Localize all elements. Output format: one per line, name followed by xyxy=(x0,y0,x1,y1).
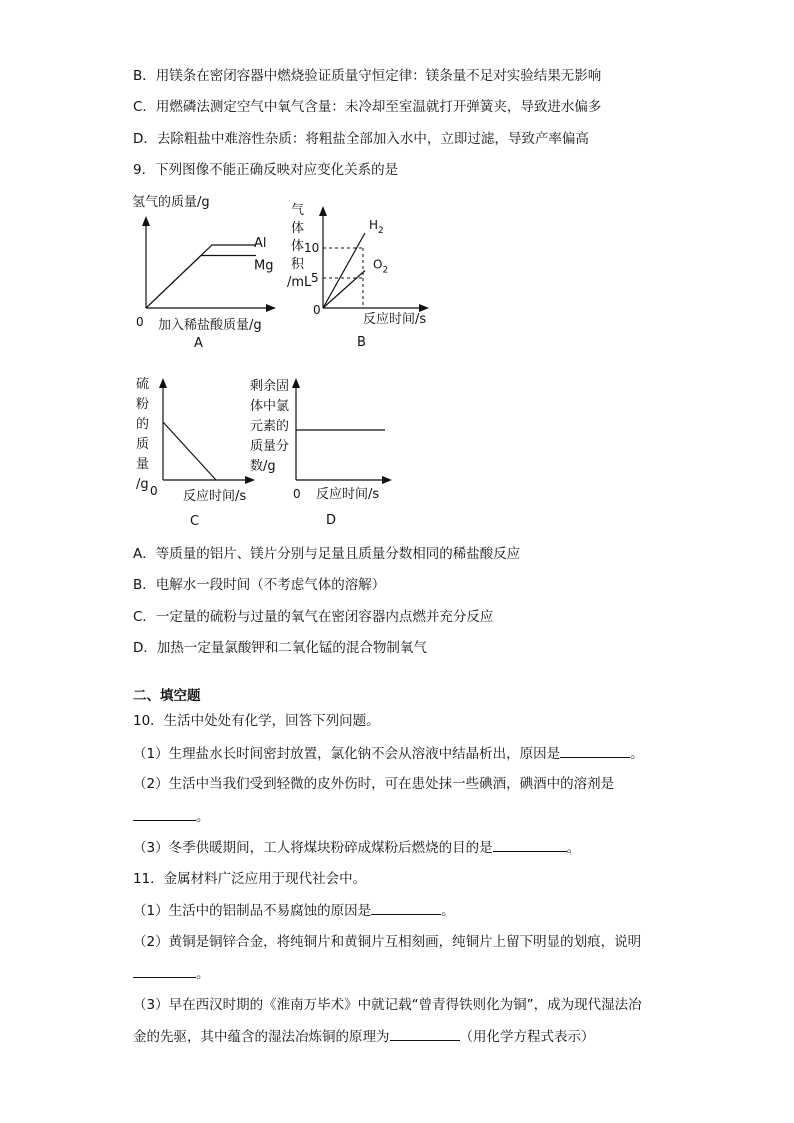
chart-d-origin: 0 xyxy=(293,487,301,501)
chart-a-origin: 0 xyxy=(136,315,144,329)
series-label-O2: $O_2$ xyxy=(373,257,389,276)
chart-b-origin: 0 xyxy=(313,303,321,317)
period: 。 xyxy=(196,809,210,825)
chart-c-caption: C xyxy=(190,514,200,529)
series-label-Mg: Mg xyxy=(254,258,274,274)
ylabel-line: /g xyxy=(136,477,149,492)
ylabel-line: /mL xyxy=(287,275,312,290)
chart-c-marks xyxy=(163,422,216,480)
q10-part3-blank[interactable] xyxy=(493,837,567,852)
chart-a-y-arrow xyxy=(142,216,150,226)
period: 。 xyxy=(566,840,581,856)
chart-b xyxy=(283,196,443,354)
q9-option-c: C．一定量的硫粉与过量的氧气在密闭容器内点燃并充分反应 xyxy=(133,609,494,625)
chart-b-marks xyxy=(304,218,388,308)
chart-a-x-arrow xyxy=(266,304,276,312)
ylabel-line: 剩余固 xyxy=(250,379,290,394)
q11-part3-suffix: （用化学方程式表示） xyxy=(459,1029,595,1045)
q8-option-b: B．用镁条在密闭容器中燃烧验证质量守恒定律：镁条量不足对实验结果无影响 xyxy=(133,68,602,84)
q10-part1-blank[interactable] xyxy=(560,743,630,758)
period: 。 xyxy=(630,746,644,762)
q11-part3-line2 xyxy=(133,1026,595,1047)
section-title: 二、填空题 xyxy=(133,688,201,704)
q11-part2-text: （2）黄铜是铜锌合金，将纯铜片和黄铜片互相刻画，纯铜片上留下明显的划痕，说明 xyxy=(133,934,642,950)
q9-stem: 9．下列图像不能正确反映对应变化关系的是 xyxy=(133,162,399,178)
chart-b-xlabel: 反应时间/s xyxy=(363,312,427,327)
q10-part2-blank[interactable] xyxy=(133,806,196,821)
series-label-H2: $H_2$ xyxy=(369,218,384,236)
ylabel-line: 的 xyxy=(136,417,150,432)
q11-part3-text: 金的先驱，其中蕴含的湿法冶炼铜的原理为 xyxy=(133,1029,390,1045)
q11-part1-text: （1）生活中的铝制品不易腐蚀的原因是 xyxy=(133,903,372,919)
q11-stem: 11．金属材料广泛应用于现代社会中。 xyxy=(133,871,367,887)
q10-part3-text: （3）冬季供暖期间，工人将煤块粉碎成煤粉后燃烧的目的是 xyxy=(133,840,493,856)
ylabel-line: 元素的 xyxy=(250,419,290,434)
chart-a-xlabel: 加入稀盐酸质量/g xyxy=(158,318,262,333)
chart-c-ylabel xyxy=(136,377,149,492)
q10-part1 xyxy=(133,743,644,764)
ylabel-line: 量 xyxy=(136,457,150,472)
q11-part3-line1: （3）早在西汉时期的《淮南万毕术》中就记载“曾青得铁则化为铜”，成为现代湿法冶 xyxy=(133,997,642,1013)
ylabel-line: 硫 xyxy=(136,377,150,392)
chart-d xyxy=(250,370,400,530)
ylabel-line: 体 xyxy=(291,221,305,236)
q11-part2-blank[interactable] xyxy=(133,963,196,978)
q9-option-a: A．等质量的铝片、镁片分别与足量且质量分数相同的稀盐酸反应 xyxy=(133,546,521,562)
period: 。 xyxy=(196,966,210,982)
ylabel-line: 质量分 xyxy=(250,439,290,454)
q10-part3 xyxy=(133,837,580,858)
series-line-O2 xyxy=(323,271,365,309)
ylabel-line: 数/g xyxy=(250,459,276,474)
ylabel-line: 气 xyxy=(291,203,305,218)
ylabel-line: 积 xyxy=(291,257,305,272)
series-label-Al: Al xyxy=(254,236,267,251)
chart-b-y-arrow xyxy=(319,206,327,216)
ylabel-line: 体中氯 xyxy=(250,399,290,414)
q11-part3-blank[interactable] xyxy=(390,1026,460,1041)
chart-c-xlabel: 反应时间/s xyxy=(183,489,247,504)
q8-option-c: C．用燃磷法测定空气中氧气含量：未冷却至室温就打开弹簧夹，导致进水偏多 xyxy=(133,99,602,115)
y-tick-label: 5 xyxy=(311,271,319,285)
chart-d-caption: D xyxy=(326,513,337,528)
ylabel-line: 体 xyxy=(291,239,305,254)
q10-part2-text: （2）生活中当我们受到轻微的皮外伤时，可在患处抹一些碘酒，碘酒中的溶剂是 xyxy=(133,776,615,792)
chart-a-marks xyxy=(146,236,273,308)
series-line-sulfur xyxy=(163,422,216,480)
y-tick-label: 10 xyxy=(304,241,320,255)
q9-option-d: D．加热一定量氯酸钾和二氧化锰的混合物制氧气 xyxy=(133,640,427,656)
chart-d-ylabel xyxy=(250,379,289,474)
q9-option-b: B．电解水一段时间（不考虑气体的溶解） xyxy=(133,577,386,593)
chart-a-caption: A xyxy=(194,336,203,351)
q11-part1-blank[interactable] xyxy=(371,900,441,915)
q10-stem: 10．生活中处处有化学，回答下列问题。 xyxy=(133,713,380,729)
chart-d-x-arrow xyxy=(382,476,392,484)
q10-part1-text: （1）生理盐水长时间密封放置，氯化钠不会从溶液中结晶析出，原因是 xyxy=(133,746,561,762)
series-line-H2 xyxy=(323,233,365,308)
series-line-Al xyxy=(146,245,256,308)
q10-part2-cont xyxy=(133,806,210,827)
period: 。 xyxy=(441,903,455,919)
chart-b-x-arrow xyxy=(419,304,429,312)
chart-a-ylabel: 氢气的质量/g xyxy=(132,195,210,210)
chart-b-caption: B xyxy=(357,335,366,350)
q8-option-d: D．去除粗盐中难溶性杂质：将粗盐全部加入水中，立即过滤，导致产率偏高 xyxy=(133,131,589,147)
q11-part1 xyxy=(133,900,455,921)
chart-d-xlabel: 反应时间/s xyxy=(316,487,380,502)
chart-c-y-arrow xyxy=(159,378,167,388)
ylabel-line: 粉 xyxy=(136,397,150,412)
series-line-Mg xyxy=(146,256,256,309)
chart-d-y-arrow xyxy=(292,378,300,388)
ylabel-line: 质 xyxy=(136,437,150,452)
chart-a xyxy=(128,186,288,352)
q11-part2-cont xyxy=(133,963,210,984)
chart-c-origin: 0 xyxy=(150,484,158,498)
